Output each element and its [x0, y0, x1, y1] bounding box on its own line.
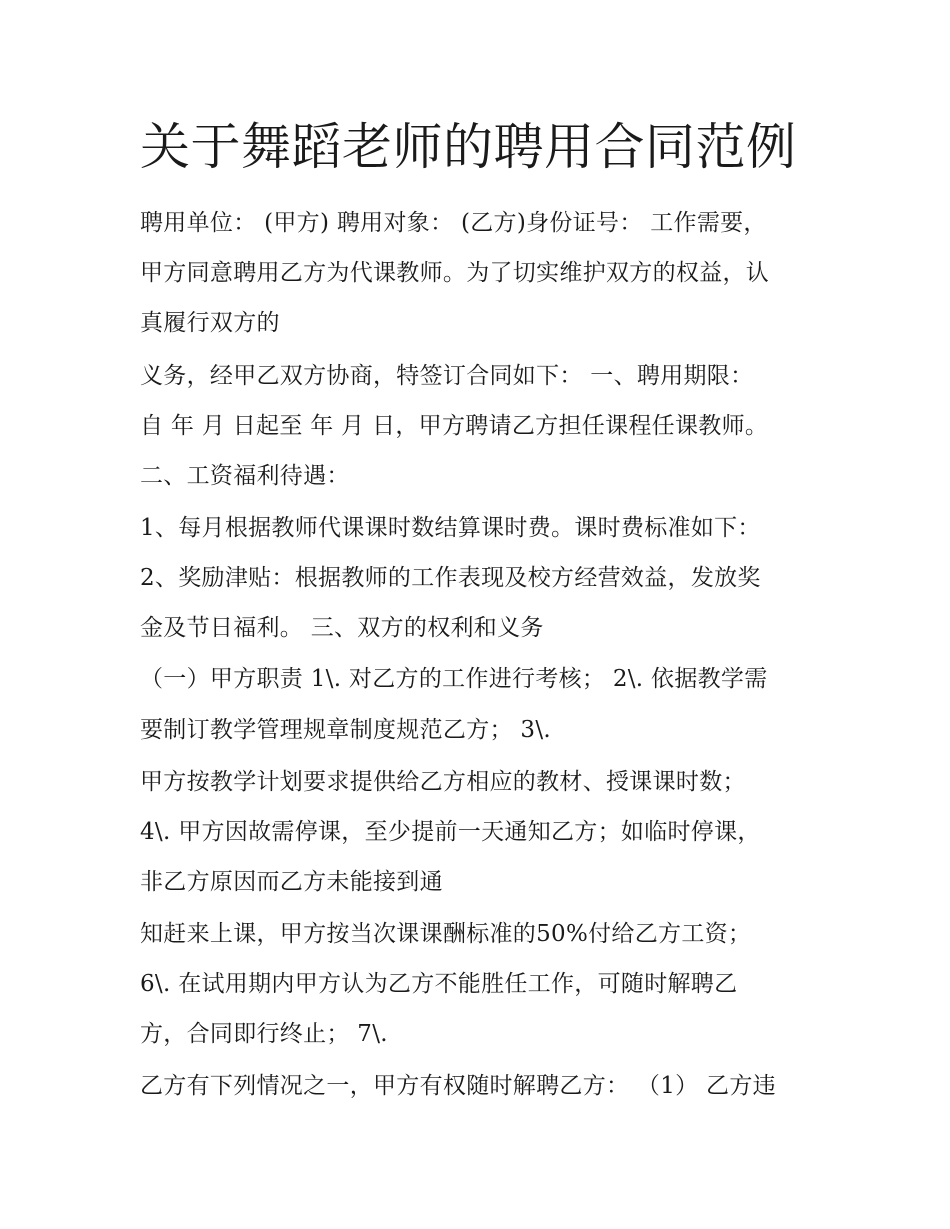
paragraph-line: 聘用单位： (甲方) 聘用对象： (乙方)身份证号： 工作需要， [140, 210, 767, 236]
paragraph-line: 金及节日福利。 三、双方的权利和义务 [140, 615, 544, 641]
paragraph-line: 要制订教学管理规章制度规范乙方； 3\. [140, 717, 552, 743]
paragraph-line: 甲方按教学计划要求提供给乙方相应的教材、授课课时数； [140, 769, 746, 795]
paragraph-line: 知赶来上课，甲方按当次课课酬标准的50%付给乙方工资； [140, 921, 752, 947]
paragraph-line: 6\. 在试用期内甲方认为乙方不能胜任工作，可随时解聘乙 [140, 971, 738, 997]
paragraph-line: 义务，经甲乙双方协商，特签订合同如下： 一、聘用期限： [140, 363, 754, 389]
paragraph-line: 甲方同意聘用乙方为代课教师。为了切实维护双方的权益，认 [140, 260, 770, 286]
paragraph-line: 方，合同即行终止； 7\. [140, 1021, 388, 1047]
paragraph-line: 自 年 月 日起至 年 月 日，甲方聘请乙方担任课程任课教师。 [140, 413, 769, 439]
paragraph-line: 二、工资福利待遇： [140, 463, 350, 489]
paragraph-line: 非乙方原因而乙方未能接到通 [140, 869, 443, 895]
paragraph-line: 1、每月根据教师代课课时数结算课时费。课时费标准如下： [140, 515, 761, 541]
paragraph-line: 乙方有下列情况之一，甲方有权随时解聘乙方： （1） 乙方违 [140, 1073, 776, 1099]
paragraph-line: 2、奖励津贴：根据教师的工作表现及校方经营效益，发放奖 [140, 565, 761, 591]
paragraph-line: 4\. 甲方因故需停课，至少提前一天通知乙方；如临时停课， [140, 819, 761, 845]
paragraph-line: 真履行双方的 [140, 310, 280, 336]
paragraph-line: （一）甲方职责 1\. 对乙方的工作进行考核； 2\. 依据教学需 [140, 666, 768, 692]
document-title: 关于舞蹈老师的聘用合同范例 [140, 118, 797, 176]
